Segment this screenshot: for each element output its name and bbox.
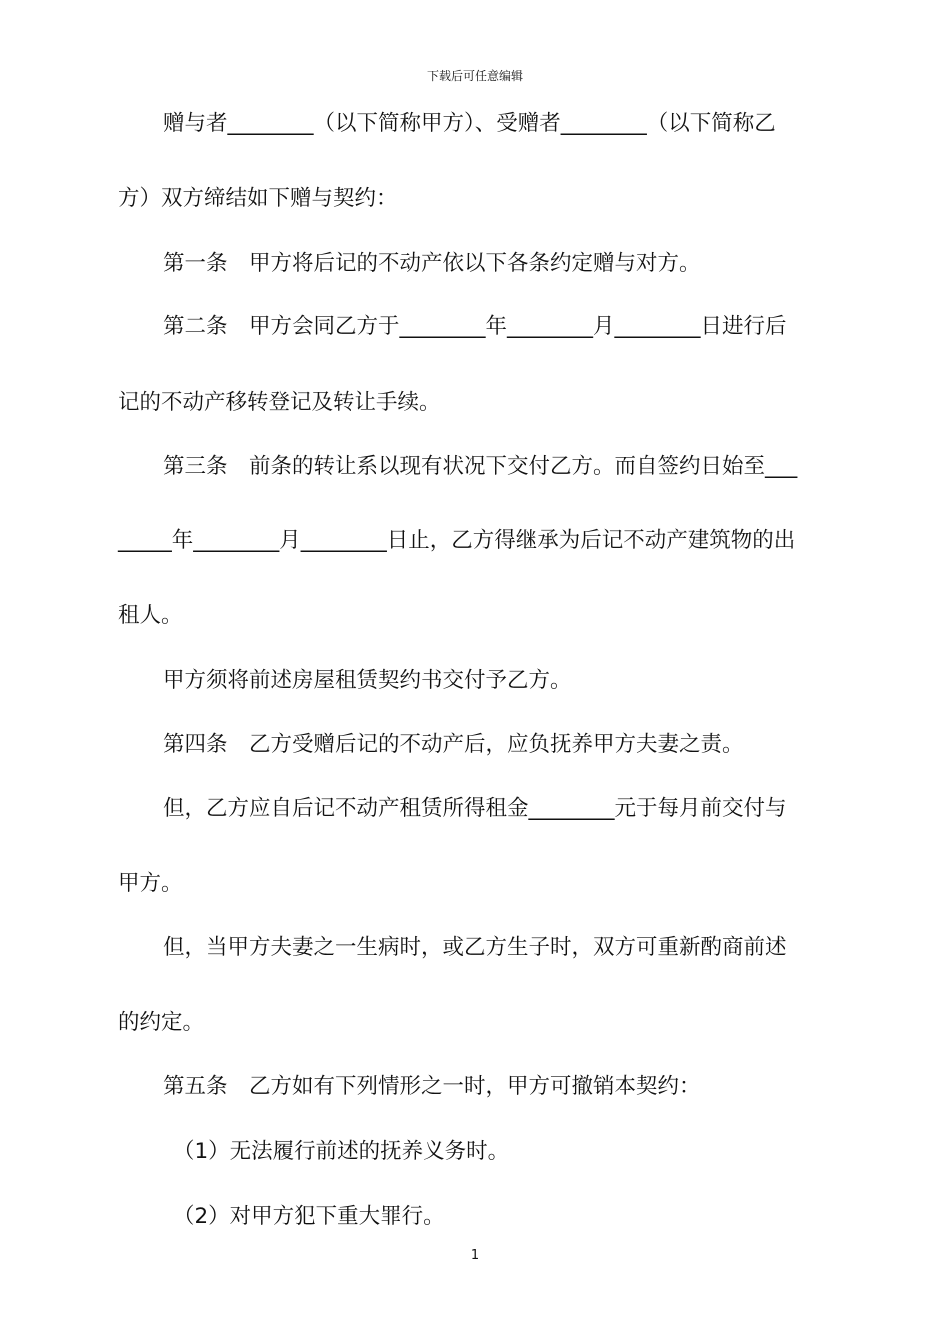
article-4: 第四条 乙方受赠后记的不动产后，应负抚养甲方夫妻之责。 <box>163 732 744 757</box>
article-2: 第二条 甲方会同乙方于________年________月________日进行后 <box>163 314 787 339</box>
article-3-cont: _____年________月________日止，乙方得继承为后记不动产建筑物的出 <box>118 528 796 553</box>
rent-clause: 但，乙方应自后记不动产租赁所得租金________元于每月前交付与 <box>163 796 787 821</box>
lease-delivery: 甲方须将前述房屋租赁契约书交付予乙方。 <box>163 668 572 693</box>
article-2-cont: 记的不动产移转登记及转让手续。 <box>118 390 441 415</box>
item-1: （1）无法履行前述的抚养义务时。 <box>173 1139 510 1164</box>
contract-line-1: 赠与者________（以下简称甲方）、受赠者________（以下简称乙 <box>163 111 776 136</box>
article-1: 第一条 甲方将后记的不动产依以下各条约定赠与对方。 <box>163 251 701 276</box>
page-header: 下载后可任意编辑 <box>426 69 523 83</box>
article-3-end: 租人。 <box>118 603 183 628</box>
page-number: 1 <box>470 1248 480 1263</box>
item-2: （2）对甲方犯下重大罪行。 <box>173 1204 445 1229</box>
article-5: 第五条 乙方如有下列情形之一时，甲方可撤销本契约： <box>163 1074 701 1099</box>
article-3: 第三条 前条的转让系以现有状况下交付乙方。而自签约日始至___ <box>163 454 798 479</box>
contract-line-2: 方）双方缔结如下赠与契约： <box>118 186 398 211</box>
renegotiation: 但，当甲方夫妻之一生病时，或乙方生子时，双方可重新酌商前述 <box>163 935 787 960</box>
rent-clause-cont: 甲方。 <box>118 871 183 896</box>
renegotiation-cont: 的约定。 <box>118 1010 205 1035</box>
